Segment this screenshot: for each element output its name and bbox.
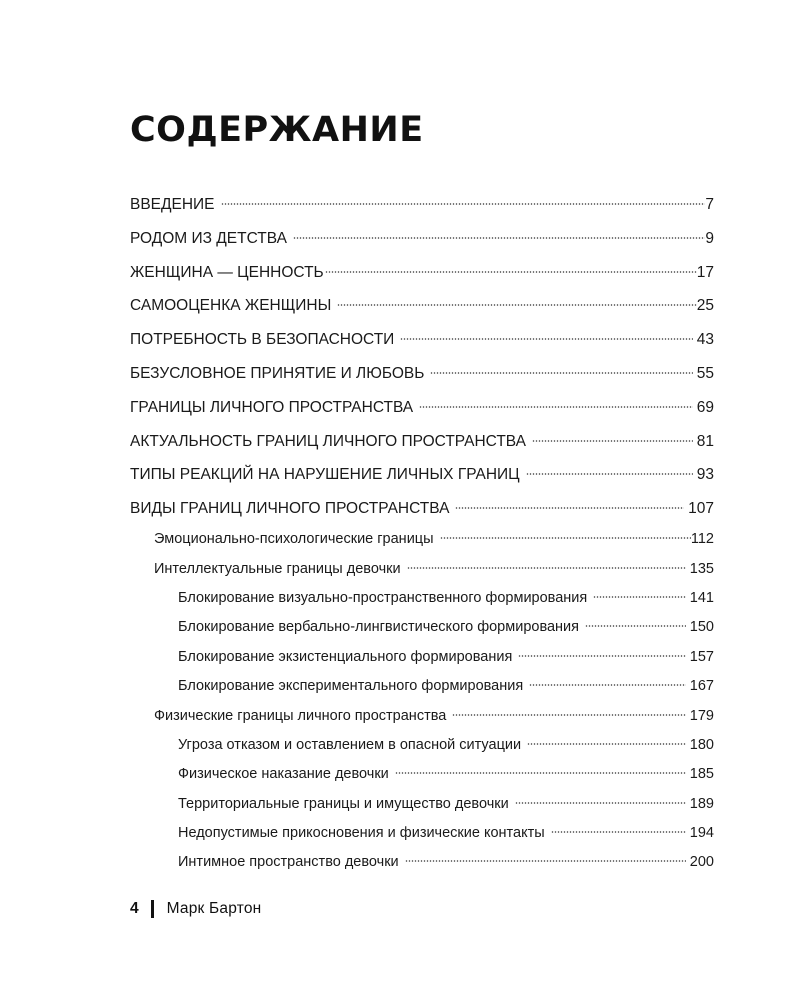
toc-entry-page: 9 (705, 229, 714, 247)
toc-subsubentry[interactable] (130, 733, 714, 762)
toc-entry[interactable] (130, 192, 714, 226)
dot-leader (221, 203, 706, 205)
toc-subsubentry[interactable] (130, 645, 714, 674)
toc-entry-page: 112 (690, 531, 714, 548)
toc-entry-page: 17 (696, 263, 714, 281)
toc-entry-page: 25 (696, 297, 714, 315)
footer-page-number: 4 (130, 900, 139, 917)
toc-entry-title: Блокирование визуально-пространственного формирования (178, 589, 588, 606)
dot-leader (455, 507, 684, 509)
toc-entry-page: 93 (696, 466, 714, 484)
toc-entry-page: 43 (696, 331, 714, 349)
toc-subsubentry[interactable] (130, 762, 714, 791)
toc-entry-title: ВВЕДЕНИЕ (130, 196, 215, 213)
dot-leader (337, 304, 696, 306)
toc-entry-title: ПОТРЕБНОСТЬ В БЕЗОПАСНОСТИ (130, 331, 395, 349)
toc-entry-page: 150 (689, 619, 714, 636)
dot-leader (551, 831, 686, 833)
toc-entry-page: 179 (689, 707, 714, 724)
toc-entry-title: РОДОМ ИЗ ДЕТСТВА (130, 229, 287, 247)
toc-subsubentry[interactable] (130, 821, 714, 850)
toc-subsubentry[interactable] (130, 850, 714, 879)
toc-entry-title: Эмоционально-психологические границы (154, 531, 434, 548)
toc-entry-page: 157 (689, 648, 714, 665)
page-footer (130, 900, 261, 918)
dot-leader (452, 714, 685, 716)
toc-entry-page: 189 (689, 795, 714, 812)
dot-leader (419, 406, 693, 408)
dot-leader (529, 684, 686, 686)
toc-entry-title: Угроза отказом и оставлением в опасной ситуации (178, 736, 522, 753)
dot-leader (515, 802, 686, 804)
footer-author: Марк Бартон (166, 900, 262, 917)
toc-entry-title: Физическое наказание девочки (178, 766, 389, 783)
toc-entry-title: Интеллектуальные границы девочки (154, 560, 401, 577)
toc-subentry[interactable] (130, 527, 714, 556)
toc-subsubentry[interactable] (130, 792, 714, 821)
toc-entry-page: 135 (689, 560, 714, 577)
toc-entry-title: АКТУАЛЬНОСТЬ ГРАНИЦ ЛИЧНОГО ПРОСТРАНСТВА (130, 432, 526, 450)
toc-subentry[interactable] (130, 704, 714, 733)
toc-entry[interactable] (130, 496, 714, 527)
toc-entry[interactable] (130, 327, 714, 361)
toc-entry-title: Физические границы личного пространства (154, 707, 447, 724)
toc-entry-title: Недопустимые прикосновения и физические контакты (178, 825, 545, 842)
toc-entry-page: 107 (688, 500, 714, 518)
toc-entry[interactable] (130, 260, 714, 294)
dot-leader (430, 372, 692, 374)
dot-leader (407, 567, 686, 569)
toc-subsubentry[interactable] (130, 674, 714, 703)
toc-entry-title: БЕЗУСЛОВНОЕ ПРИНЯТИЕ И ЛЮБОВЬ (130, 364, 425, 382)
toc-entry-page: 180 (689, 736, 714, 753)
toc-entry-title: Интимное пространство девочки (178, 854, 399, 871)
toc-entry-page: 141 (689, 589, 714, 606)
toc-entry[interactable] (130, 226, 714, 260)
dot-leader (293, 237, 705, 239)
toc-entry[interactable] (130, 462, 714, 496)
page-title: СОДЕРЖАНИЕ (130, 110, 424, 150)
toc-entry[interactable] (130, 429, 714, 463)
toc-entry-page: 200 (689, 854, 714, 871)
toc-entry[interactable] (130, 361, 714, 395)
dot-leader (440, 537, 691, 539)
toc-entry[interactable] (130, 395, 714, 429)
toc-entry-page: 194 (689, 825, 714, 842)
dot-leader (518, 655, 685, 657)
toc-entry-page: 69 (696, 398, 714, 416)
dot-leader (593, 596, 686, 598)
toc-entry-title: ГРАНИЦЫ ЛИЧНОГО ПРОСТРАНСТВА (130, 398, 414, 416)
toc-entry-title: Блокирование вербально-лингвистического формирования (178, 619, 580, 636)
toc-subsubentry[interactable] (130, 586, 714, 615)
toc-subsubentry[interactable] (130, 615, 714, 644)
toc-entry-title: Территориальные границы и имущество девочки (178, 795, 509, 812)
dot-leader (395, 772, 686, 774)
toc-entry-title: САМООЦЕНКА ЖЕНЩИНЫ (130, 297, 332, 315)
dot-leader (585, 625, 686, 627)
footer-separator (151, 900, 154, 918)
toc-entry-page: 7 (705, 196, 714, 213)
toc-entry-page: 185 (689, 766, 714, 783)
toc-entry-title: ЖЕНЩИНА — ЦЕННОСТЬ (130, 263, 324, 281)
dot-leader (532, 440, 693, 442)
dot-leader (527, 743, 686, 745)
toc-entry-title: Блокирование экзистенциального формирования (178, 648, 513, 665)
toc-entry-title: ТИПЫ РЕАКЦИЙ НА НАРУШЕНИЕ ЛИЧНЫХ ГРАНИЦ (130, 466, 520, 484)
toc-entry-page: 55 (696, 364, 714, 382)
dot-leader (526, 473, 693, 475)
toc-subentry[interactable] (130, 557, 714, 586)
toc-entry-title: Блокирование экспериментального формирования (178, 678, 524, 695)
table-of-contents (130, 192, 714, 880)
toc-entry[interactable] (130, 293, 714, 327)
toc-entry-page: 81 (696, 432, 714, 450)
dot-leader (400, 338, 692, 340)
toc-entry-title: ВИДЫ ГРАНИЦ ЛИЧНОГО ПРОСТРАНСТВА (130, 500, 450, 518)
dot-leader (405, 860, 686, 862)
dot-leader (325, 271, 697, 273)
toc-entry-page: 167 (689, 678, 714, 695)
